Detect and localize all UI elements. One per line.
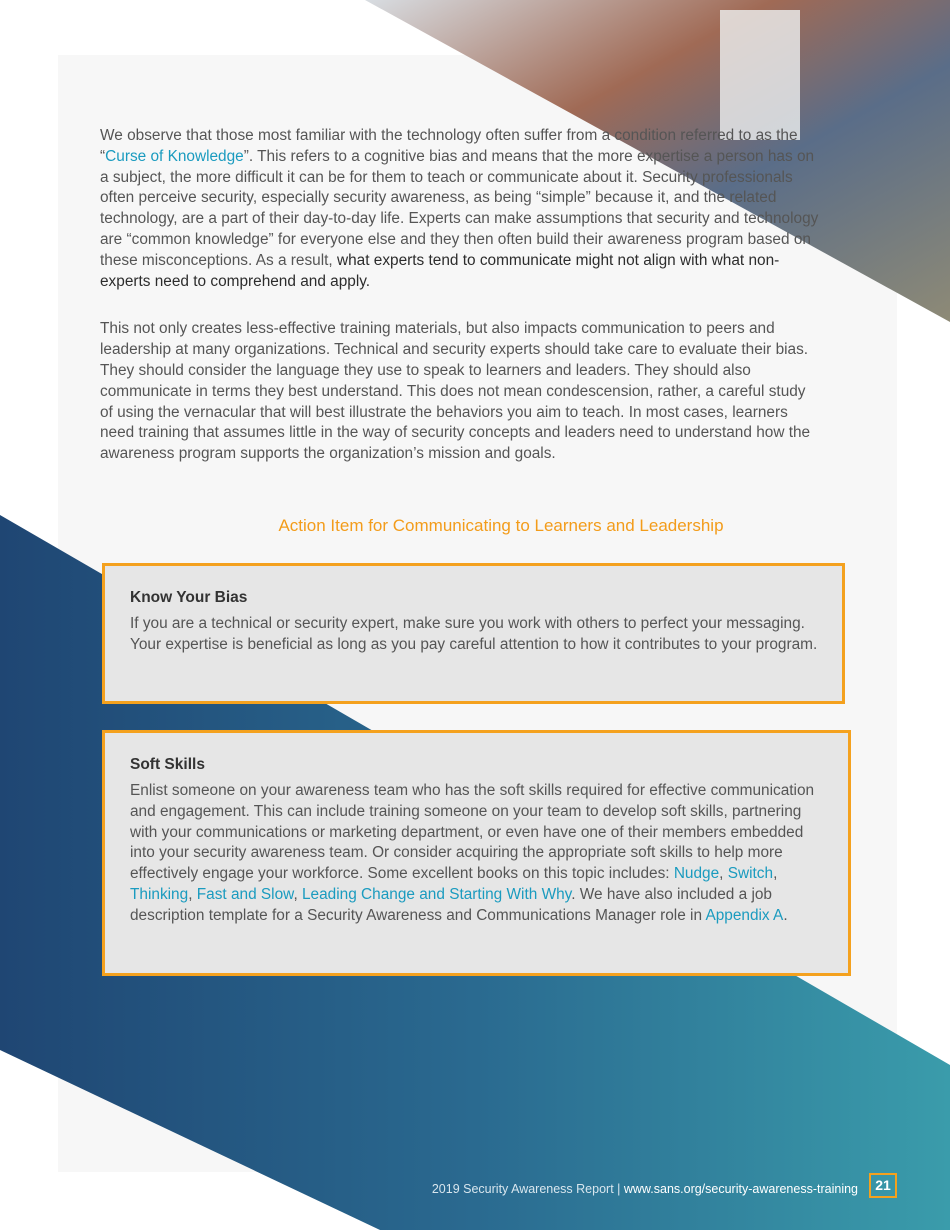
appendix-a-link[interactable]: Appendix A: [705, 906, 784, 924]
callout-know-your-bias: [102, 563, 845, 704]
footer-url-link[interactable]: www.sans.org/security-awareness-training: [623, 1182, 858, 1196]
main-content: [100, 126, 852, 976]
photo-whiteboard: [720, 10, 800, 140]
book-link-nudge[interactable]: Nudge: [673, 865, 720, 883]
book-link-thinking[interactable]: Thinking: [130, 885, 189, 903]
paragraph-curse-of-knowledge: We observe that those most familiar with the technology often suffer from a condition referred to as the “Curse of Knowledge”. This refers to a cognitive bias and means that the more expertise a person has on a subject, the more difficult it can be for them to teach or communicate about it. Security professionals often perceive security, especially security awareness, as being “simple” because it, and the related technology, are a part of their day-to-day life. Experts can make assumptions that security and technology are “common knowledge” for everyone else and they then often build their awareness program based on these misconceptions. As a result, what experts tend to communicate might not align with what non-experts need to comprehend and apply.: [100, 127, 819, 290]
page-number: 21: [869, 1173, 897, 1198]
footer: [432, 1181, 858, 1197]
footer-report-name: 2019 Security Awareness Report |: [431, 1182, 624, 1196]
callout-soft-skills: [102, 730, 851, 976]
callout-text: If you are a technical or security expert, make sure you work with others to perfect your messaging. Your expertise is beneficial as long as you pay careful attention to how it contributes to your program.: [130, 614, 818, 653]
callout-title: Soft Skills: [130, 755, 205, 773]
book-link-leading-change[interactable]: Leading Change and Starting With Why: [302, 885, 572, 903]
callout-title: Know Your Bias: [130, 588, 248, 606]
book-link-fast-and-slow[interactable]: Fast and Slow: [196, 885, 294, 903]
paragraph-communication: This not only creates less-effective training materials, but also impacts communication to peers and leadership at many organizations. Technical and security experts should take care to evaluate their bias. They should consider the language they use to speak to learners and leaders. They should also communicate in terms they best understand. This does not mean condescension, rather, a careful study of using the vernacular that will best illustrate the behaviors you aim to teach. In most cases, learners need training that assumes little in the way of security concepts and leaders need to understand how the awareness program supports the organization’s mission and goals.: [100, 320, 811, 463]
curse-of-knowledge-link[interactable]: Curse of Knowledge: [105, 147, 244, 165]
action-item-heading: Action Item for Communicating to Learners and Leadership: [278, 515, 724, 535]
book-link-switch[interactable]: Switch: [727, 865, 774, 883]
callout-text: Enlist someone on your awareness team who has the soft skills required for effective communication and engagement. This can include training someone on your team to develop soft skills, partnering with your communications or marketing department, or even have one of their members embedded into your security awareness team. Or consider acquiring the appropriate soft skills to help more effectively engage your workforce. Some excellent books on this topic includes: Nudge, Switch, Thinking, Fast and Slow, Leading Change and Starting With Why. We have also included a job description template for a Security Awareness and Communications Manager role in Appendix A.: [130, 781, 815, 924]
